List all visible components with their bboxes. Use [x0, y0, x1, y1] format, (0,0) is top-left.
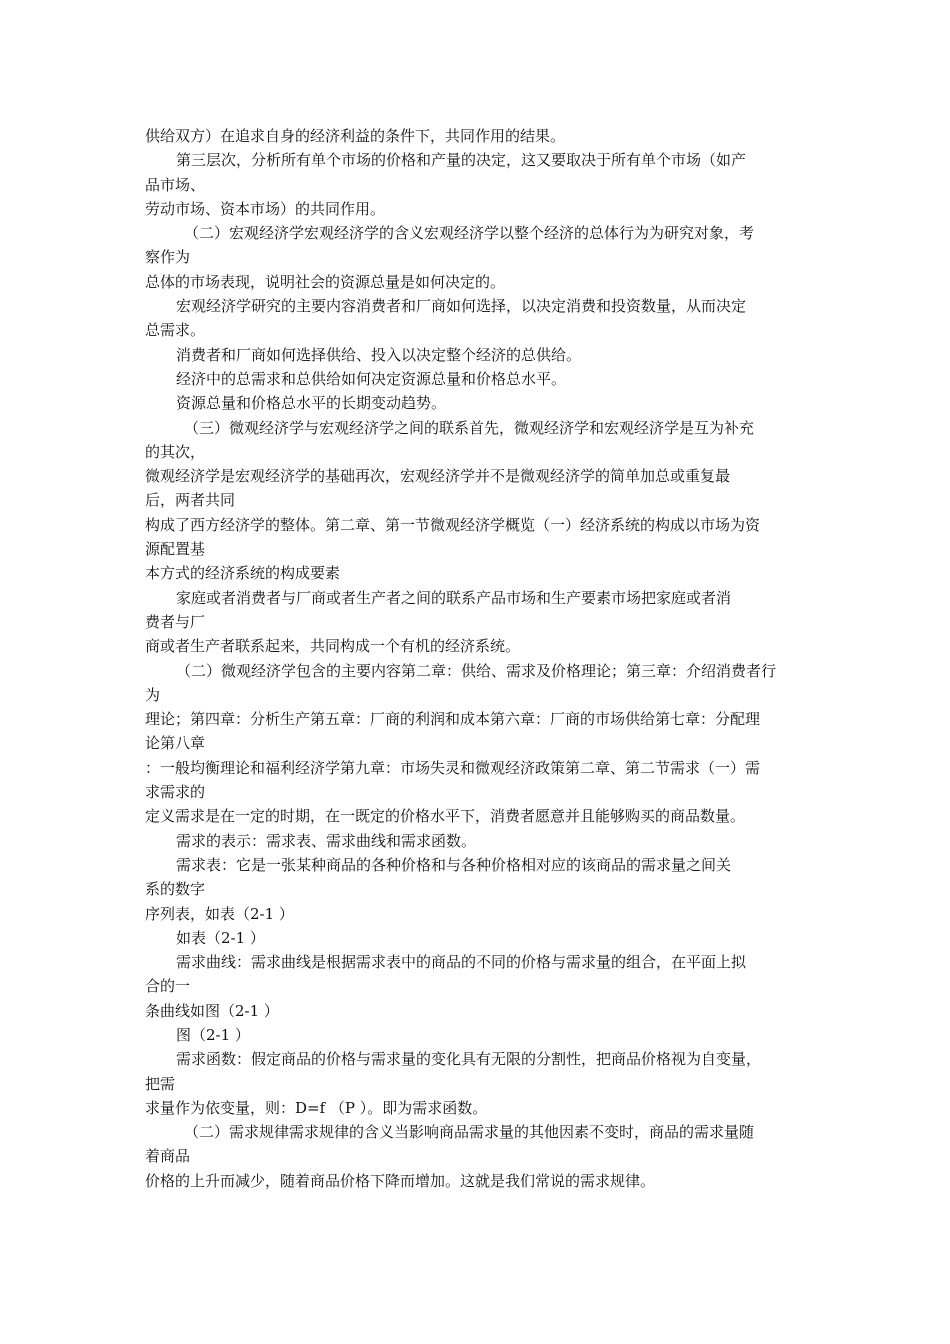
text-line: 如表（2-1 ）	[176, 928, 265, 947]
text-line: 劳动市场、资本市场）的共同作用。	[145, 199, 386, 218]
text-line: （二）需求规律需求规律的含义当影响商品需求量的其他因素不变时，商品的需求量随	[184, 1123, 755, 1142]
text-line: 后，两者共同	[145, 491, 236, 510]
text-line: 需求函数：假定商品的价格与需求量的变化具有无限的分割性，把商品价格视为自变量，	[176, 1050, 762, 1069]
text-line: 把需	[145, 1074, 176, 1093]
text-line: 求量作为依变量，则：D=f （P ）。即为需求函数。	[145, 1098, 488, 1117]
text-line: 着商品	[145, 1147, 191, 1166]
text-line: 需求的表示：需求表、需求曲线和需求函数。	[176, 831, 477, 850]
text-line: 图（2-1 ）	[176, 1025, 250, 1044]
text-line: 第三层次，分析所有单个市场的价格和产量的决定，这又要取决于所有单个市场（如产	[176, 151, 747, 170]
text-line: 为	[145, 685, 161, 704]
text-line: 消费者和厂商如何选择供给、投入以决定整个经济的总供给。	[176, 345, 582, 364]
text-line: （二）微观经济学包含的主要内容第二章：供给、需求及价格理论；第三章：介绍消费者行	[176, 661, 777, 680]
text-line: 费者与厂	[145, 612, 206, 631]
text-line: 序列表，如表（2-1 ）	[145, 904, 294, 923]
text-line: ：一般均衡理论和福利经济学第九章：市场失灵和微观经济政策第二章、第二节需求（一）需	[145, 758, 761, 777]
text-line: 理论；第四章：分析生产第五章：厂商的利润和成本第六章：厂商的市场供给第七章：分配理	[145, 710, 761, 729]
text-line: 家庭或者消费者与厂商或者生产者之间的联系产品市场和生产要素市场把家庭或者消	[176, 588, 732, 607]
text-line: 定义需求是在一定的时期，在一既定的价格水平下，消费者愿意并且能够购买的商品数量。	[145, 807, 746, 826]
text-line: 论第八章	[145, 734, 206, 753]
document-body	[145, 124, 820, 1193]
text-line: 供给双方）在追求自身的经济利益的条件下，共同作用的结果。	[145, 127, 566, 145]
text-line: 条曲线如图（2-1 ）	[145, 1001, 279, 1020]
text-line: 总体的市场表现，说明社会的资源总量是如何决定的。	[145, 272, 506, 291]
text-line: 商或者生产者联系起来，共同构成一个有机的经济系统。	[145, 637, 521, 656]
text-line: 微观经济学是宏观经济学的基础再次，宏观经济学并不是微观经济学的简单加总或重复最	[145, 467, 731, 486]
text-line: 品市场、	[145, 175, 206, 194]
text-line: 经济中的总需求和总供给如何决定资源总量和价格总水平。	[176, 369, 567, 388]
text-line: 需求表：它是一张某种商品的各种价格和与各种价格相对应的该商品的需求量之间关	[176, 855, 732, 874]
text-line: 资源总量和价格总水平的长期变动趋势。	[176, 394, 447, 413]
text-line: 总需求。	[145, 321, 206, 340]
text-line: （二）宏观经济学宏观经济学的含义宏观经济学以整个经济的总体行为为研究对象，考	[184, 224, 755, 243]
text-line: 价格的上升而减少，随着商品价格下降而增加。这就是我们常说的需求规律。	[145, 1171, 656, 1190]
text-line: 源配置基	[145, 540, 206, 559]
text-line: 系的数字	[145, 880, 206, 899]
text-line: 察作为	[145, 248, 191, 267]
text-line: 合的一	[145, 977, 191, 996]
text-line: 构成了西方经济学的整体。第二章、第一节微观经济学概览（一）经济系统的构成以市场为资	[145, 515, 761, 534]
text-line: 本方式的经济系统的构成要素	[145, 564, 341, 583]
text-line: 求需求的	[145, 783, 206, 802]
text-line: 的其次，	[145, 442, 206, 461]
text-line: （三）微观经济学与宏观经济学之间的联系首先，微观经济学和宏观经济学是互为补充	[184, 418, 755, 437]
text-line: 宏观经济学研究的主要内容消费者和厂商如何选择，以决定消费和投资数量，从而决定	[176, 297, 747, 316]
text-line: 需求曲线：需求曲线是根据需求表中的商品的不同的价格与需求量的组合，在平面上拟	[176, 953, 747, 972]
